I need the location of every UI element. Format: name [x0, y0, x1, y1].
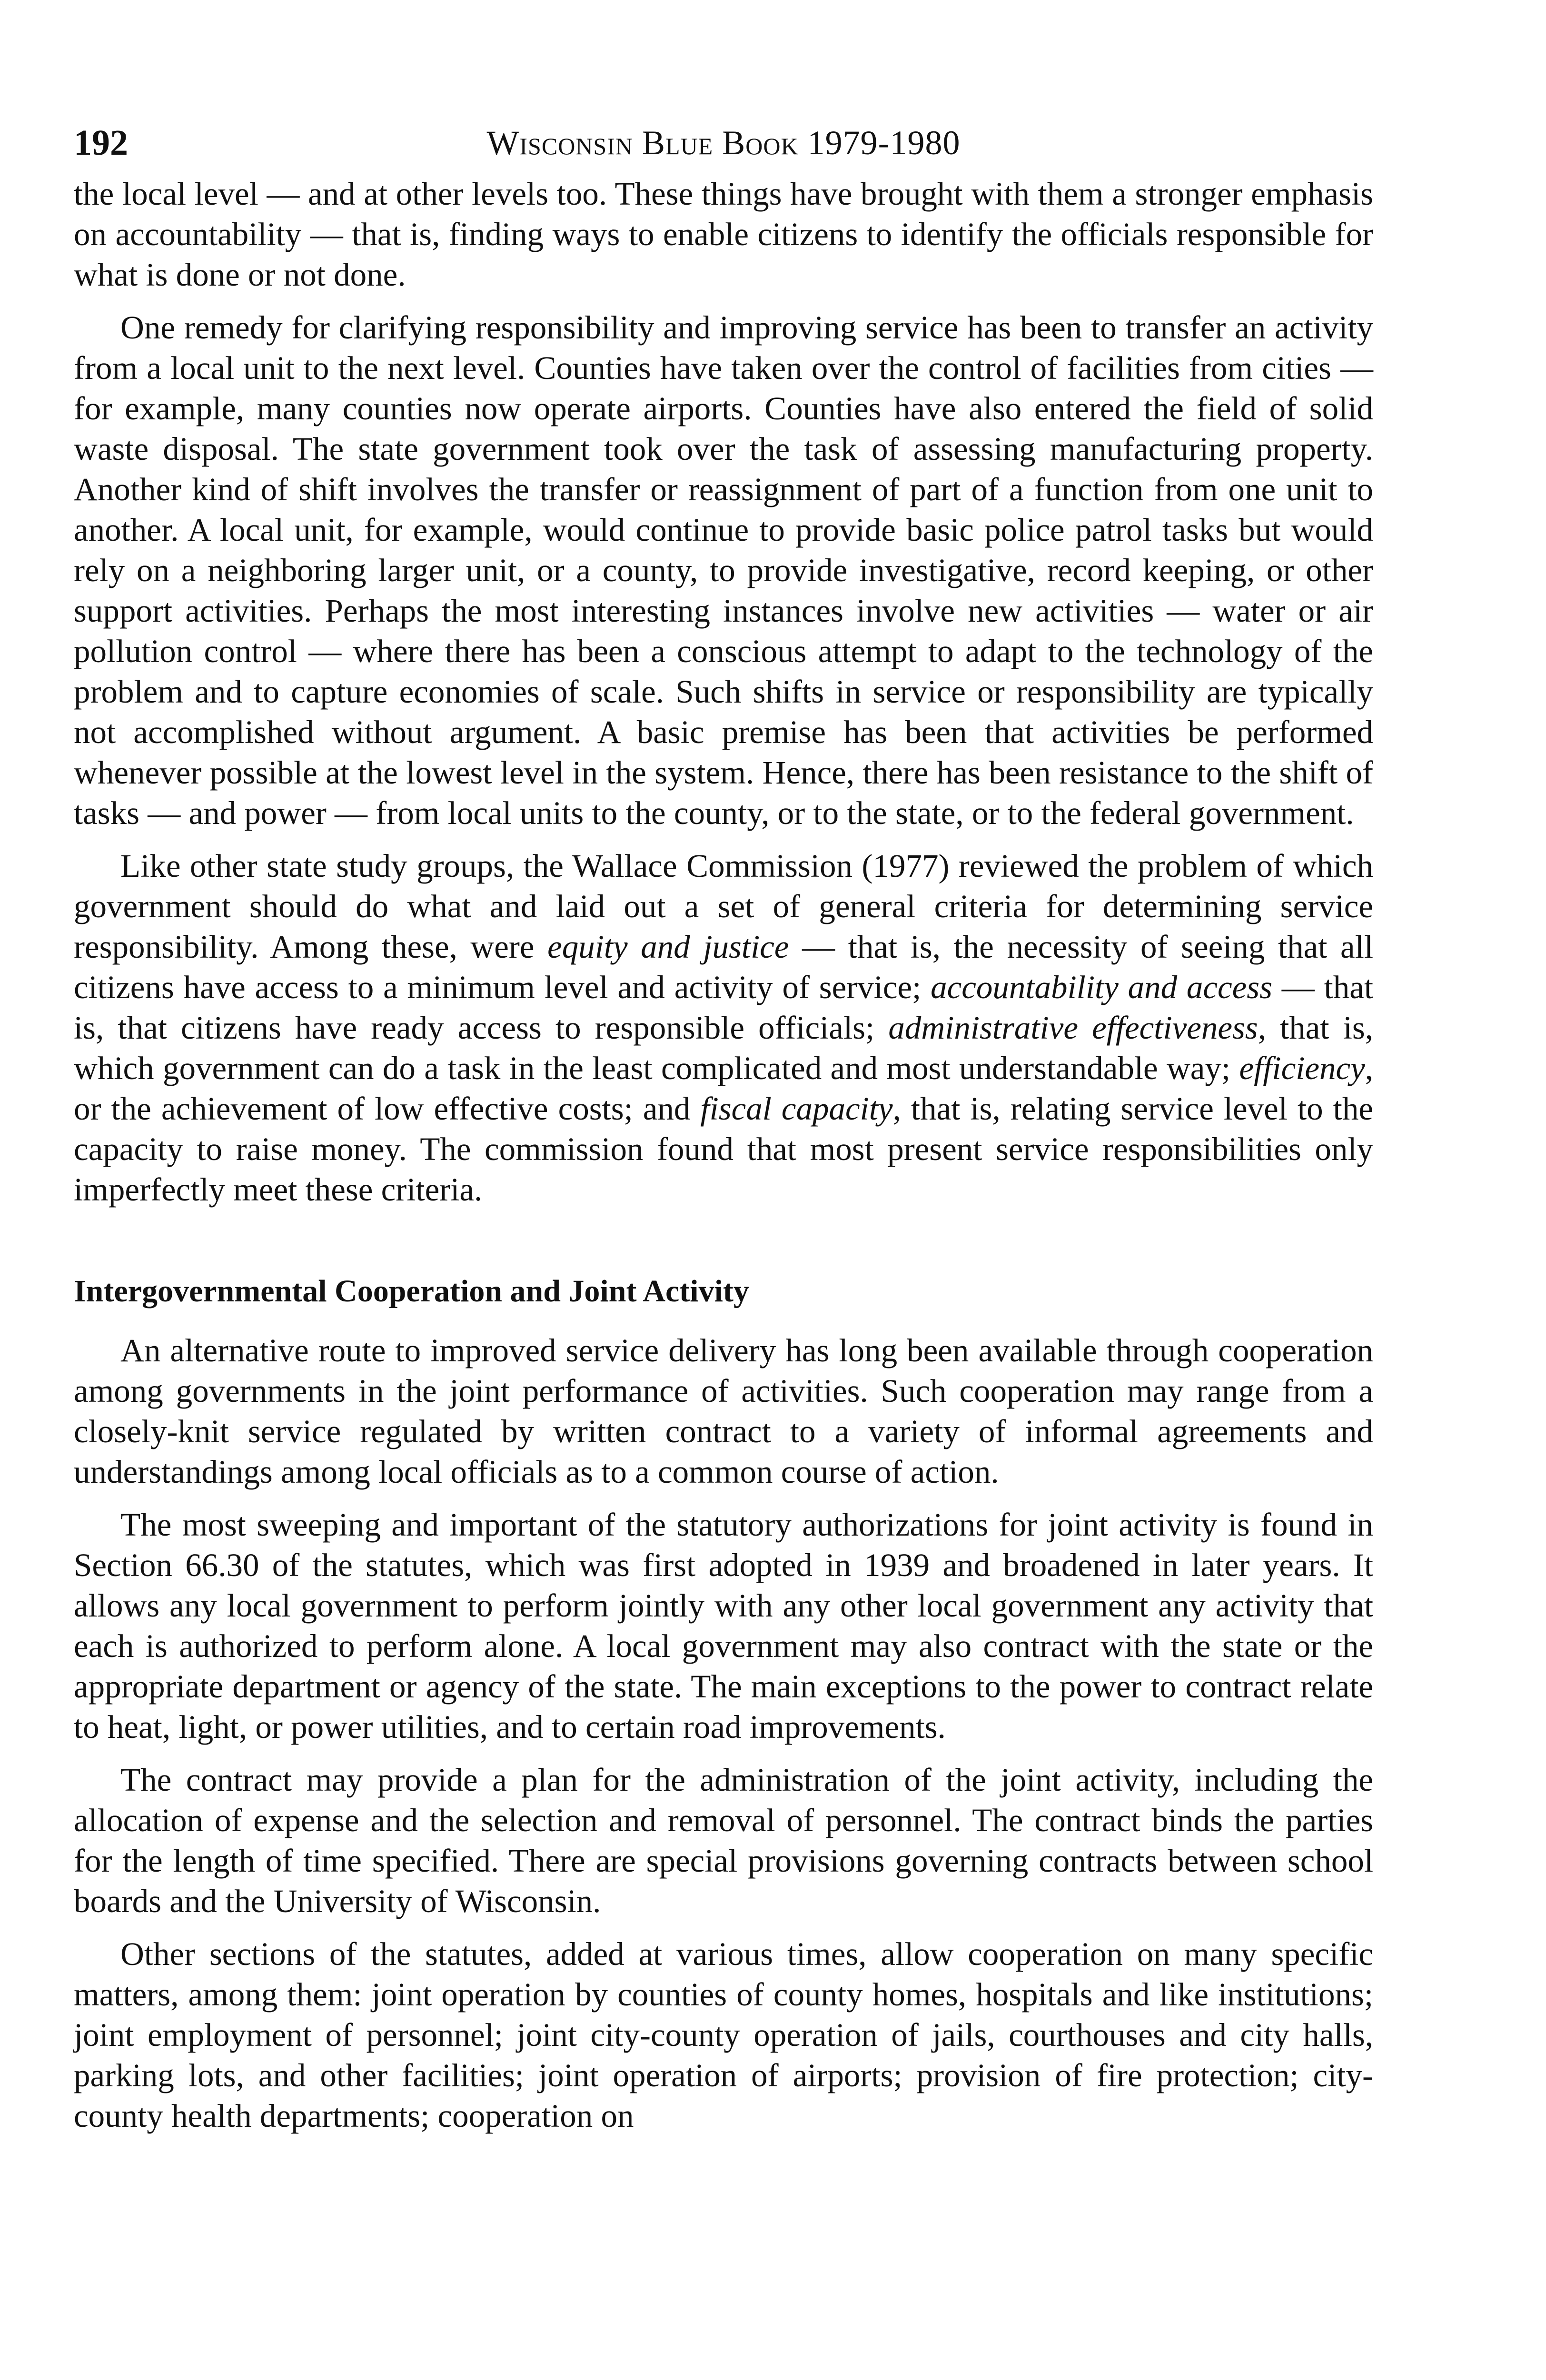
page-header	[74, 121, 1373, 174]
body-text	[74, 174, 1373, 2136]
text-run: Like other state study groups, the Wallace Commission (1977) reviewed the problem of which government should do what and laid out a set of general criteria for determining service responsibility. Among these, were	[74, 848, 1373, 965]
page-number: 192	[74, 123, 128, 163]
italic-term-efficiency: efficiency	[1239, 1050, 1365, 1086]
paragraph-other-sections: Other sections of the statutes, added at various times, allow cooperation on many specific matters, among them: joint operation by counties of county homes, hospitals and like institutions; joint employment of personnel; joint city-county operation of jails, courthouses and city halls, parking lots, and other facilities; joint operation of airports; provision of fire protection; city-county health departments; cooperation on	[74, 1936, 1373, 2134]
paragraph-continuation: the local level — and at other levels too. These things have brought with them a stronger emphasis on accountability — that is, finding ways to enable citizens to identify the officials responsible for what is done or not done.	[74, 176, 1373, 293]
paragraph-wallace-commission	[74, 846, 1373, 1210]
italic-term-accountability: accountability and access	[931, 969, 1272, 1005]
paragraph-statutory-authorization: The most sweeping and important of the statutory authorizations for joint activity is found in Section 66.30 of the statutes, which was first adopted in 1939 and broadened in later years. It allows any local government to perform jointly with any other local government any activity that each is authorized to perform alone. A local government may also contract with the state or the appropriate department or agency of the state. The main exceptions to the power to contract relate to heat, light, or power utilities, and to certain road improvements.	[74, 1507, 1373, 1745]
running-head: Wisconsin Blue Book 1979-1980	[486, 124, 961, 162]
document-page	[74, 121, 1373, 2149]
paragraph-alternative-route: An alternative route to improved service delivery has long been available through cooperation among governments in the joint performance of activities. Such cooperation may range from a closely-knit service regulated by written contract to a variety of informal agreements and understandings among local officials as to a common course of action.	[74, 1332, 1373, 1490]
text-run: , that is, which government can do a task in the least complicated and most understandable way;	[74, 1010, 1373, 1086]
text-run: — that is, the necessity of seeing that all citizens have access to a minimum level and activity of service;	[74, 929, 1374, 1005]
italic-term-effectiveness: administrative effectiveness	[888, 1010, 1258, 1046]
text-run: , or the achievement of low effective costs; and	[74, 1050, 1373, 1127]
text-run: — that is, that citizens have ready access to responsible officials;	[74, 969, 1373, 1046]
paragraph-contract-plan: The contract may provide a plan for the administration of the joint activity, including the allocation of expense and the selection and removal of personnel. The contract binds the parties for the length of time specified. There are special provisions governing contracts between school boards and the University of Wisconsin.	[74, 1762, 1373, 1919]
text-run: , that is, relating service level to the capacity to raise money. The commission found that most present service responsibilities only imperfectly meet these criteria.	[74, 1091, 1373, 1208]
italic-term-equity: equity and justice	[547, 929, 789, 965]
section-heading: Intergovernmental Cooperation and Joint Activity	[74, 1274, 749, 1309]
italic-term-fiscal-capacity: fiscal capacity	[700, 1091, 893, 1127]
paragraph-transfer-remedy: One remedy for clarifying responsibility and improving service has been to transfer an activity from a local unit to the next level. Counties have taken over the control of facilities from cities — for example, many counties now operate airports. Counties have also entered the field of solid waste disposal. The state government took over the task of assessing manufacturing property. Another kind of shift involves the transfer or reassignment of part of a function from one unit to another. A local unit, for example, would continue to provide basic police patrol tasks but would rely on a neighboring larger unit, or a county, to provide investigative, record keeping, or other support activities. Perhaps the most interesting instances involve new activities — water or air pollution control — where there has been a conscious attempt to adapt to the technology of the problem and to capture economies of scale. Such shifts in service or responsibility are typically not accomplished without argument. A basic premise has been that activities be performed whenever possible at the lowest level in the system. Hence, there has been resistance to the shift of tasks — and power — from local units to the county, or to the state, or to the federal government.	[74, 309, 1373, 831]
